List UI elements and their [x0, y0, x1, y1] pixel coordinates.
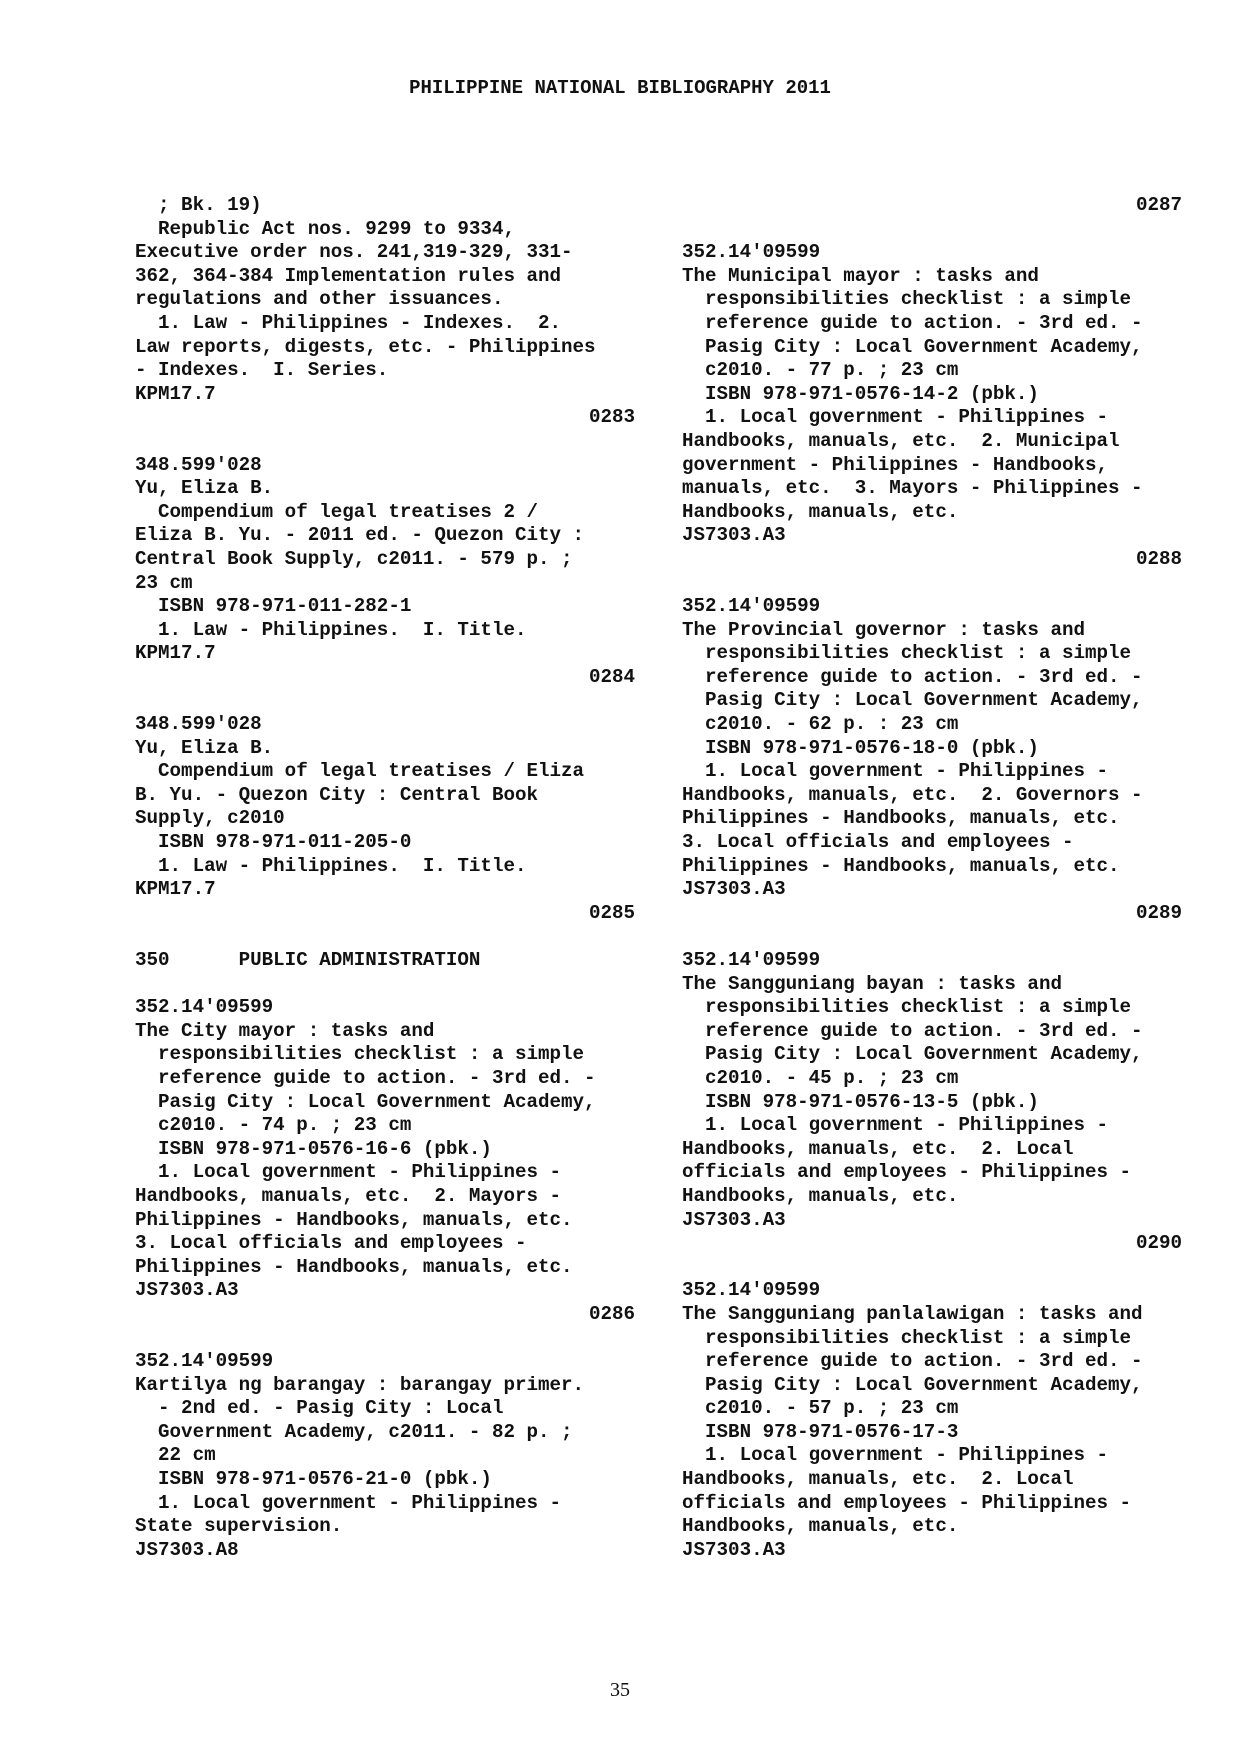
- entry-line: Philippines - Handbooks, manuals, etc.: [135, 1208, 573, 1231]
- entry-line: Compendium of legal treatises 2 /: [135, 500, 539, 523]
- entry-line: 1. Local government - Philippines -: [135, 1491, 562, 1514]
- entry-line: manuals, etc. 3. Mayors - Philippines -: [682, 477, 1143, 500]
- entry-line: Kartilya ng barangay : barangay primer.: [135, 1373, 585, 1396]
- entry-line: - 2nd ed. - Pasig City : Local: [135, 1397, 504, 1420]
- entry-line: Government Academy, c2011. - 82 p. ;: [135, 1420, 573, 1443]
- entry-line: ISBN 978-971-011-282-1: [135, 595, 412, 618]
- entry-line: responsibilities checklist : a simple: [135, 1043, 585, 1066]
- entry-line: KPM17.7: [135, 642, 216, 665]
- blank-line: [135, 1327, 635, 1351]
- entry-line: 352.14'09599: [682, 595, 821, 618]
- entry-line: Yu, Eliza B.: [135, 736, 274, 759]
- entry-line: Handbooks, manuals, etc. 2. Local: [682, 1468, 1074, 1491]
- entry-line: 352.14'09599: [135, 1350, 274, 1373]
- blank-line: [135, 689, 635, 713]
- entry-line: 352.14'09599: [682, 949, 821, 971]
- blank-line: [135, 430, 635, 454]
- entry-line: The Provincial governor : tasks and: [682, 618, 1086, 641]
- entry-line: KPM17.7: [135, 878, 216, 901]
- entry-line: B. Yu. - Quezon City : Central Book: [135, 783, 539, 806]
- blank-line: [135, 973, 635, 997]
- entry-line: 22 cm: [135, 1444, 216, 1467]
- entry-line: ISBN 978-971-0576-14-2 (pbk.): [682, 382, 1039, 405]
- entry-line: 350 PUBLIC ADMINISTRATION: [135, 949, 481, 971]
- entry-line: The Sangguniang panlalawigan : tasks and: [682, 1302, 1143, 1325]
- entry-line: c2010. - 74 p. ; 23 cm: [135, 1114, 412, 1137]
- entry-line: Eliza B. Yu. - 2011 ed. - Quezon City :: [135, 524, 585, 547]
- entry-line: c2010. - 77 p. ; 23 cm: [682, 359, 959, 382]
- entry-line: c2010. - 45 p. ; 23 cm: [682, 1066, 959, 1089]
- entry-line: Philippines - Handbooks, manuals, etc.: [682, 807, 1120, 830]
- entry-line: Central Book Supply, c2011. - 579 p. ;: [135, 547, 573, 570]
- entry-number: 0285: [588, 901, 635, 924]
- entry-line: c2010. - 57 p. ; 23 cm: [682, 1397, 959, 1420]
- entry-line: JS7303.A3: [682, 878, 786, 901]
- left-column: [135, 194, 635, 1562]
- entry-line: 1. Law - Philippines. I. Title.: [135, 854, 527, 877]
- entry-line: reference guide to action. - 3rd ed. -: [682, 1019, 1143, 1042]
- entry-line: JS7303.A3: [682, 1208, 786, 1231]
- entry-line: responsibilities checklist : a simple: [682, 1326, 1132, 1349]
- entry-line: Philippines - Handbooks, manuals, etc.: [135, 1255, 573, 1278]
- entry-line: ISBN 978-971-0576-21-0 (pbk.): [135, 1468, 492, 1491]
- entry-line: KPM17.7: [135, 382, 216, 405]
- entry-line: Handbooks, manuals, etc.: [682, 500, 959, 523]
- entry-line: 3. Local officials and employees -: [682, 831, 1074, 854]
- entry-line: JS7303.A3: [682, 1538, 786, 1561]
- entry-line: officials and employees - Philippines -: [682, 1491, 1132, 1514]
- entry-line: Handbooks, manuals, etc. 2. Municipal: [682, 429, 1120, 452]
- entry-line: ISBN 978-971-0576-16-6 (pbk.): [135, 1137, 492, 1160]
- entry-line: JS7303.A8: [135, 1538, 239, 1561]
- entry-number: 0290: [1135, 1232, 1182, 1255]
- entry-line: Supply, c2010: [135, 807, 285, 830]
- entry-number: 0289: [1135, 901, 1182, 924]
- entry-line: c2010. - 62 p. : 23 cm: [682, 713, 959, 736]
- entry-line: Pasig City : Local Government Academy,: [682, 1373, 1143, 1396]
- entry-line: 1. Local government - Philippines -: [682, 760, 1109, 783]
- entry-line: ISBN 978-971-0576-17-3: [682, 1420, 959, 1443]
- entry-line: Handbooks, manuals, etc.: [682, 1515, 959, 1538]
- entry-line: Philippines - Handbooks, manuals, etc.: [682, 854, 1120, 877]
- entry-line: 352.14'09599: [135, 996, 274, 1019]
- entry-line: Law reports, digests, etc. - Philippines: [135, 335, 596, 358]
- entry-line: Handbooks, manuals, etc. 2. Governors -: [682, 783, 1143, 806]
- entry-number: 0284: [588, 665, 635, 688]
- entry-line: 1. Local government - Philippines -: [682, 1444, 1109, 1467]
- blank-line: [682, 572, 1182, 596]
- page-number: 35: [610, 1679, 630, 1701]
- entry-line: - Indexes. I. Series.: [135, 359, 389, 382]
- blank-line: [682, 925, 1182, 949]
- entry-number: 0286: [588, 1302, 635, 1325]
- blank-line: [682, 1256, 1182, 1280]
- entry-line: responsibilities checklist : a simple: [682, 288, 1132, 311]
- entry-number: 0287: [1135, 194, 1182, 216]
- entry-line: Republic Act nos. 9299 to 9334,: [135, 217, 515, 240]
- entry-line: reference guide to action. - 3rd ed. -: [682, 665, 1143, 688]
- entry-line: Handbooks, manuals, etc.: [682, 1184, 959, 1207]
- entry-line: 362, 364-384 Implementation rules and: [135, 264, 562, 287]
- entry-line: reference guide to action. - 3rd ed. -: [682, 311, 1143, 334]
- entry-line: The City mayor : tasks and: [135, 1019, 435, 1042]
- entry-line: 23 cm: [135, 571, 193, 594]
- entry-line: JS7303.A3: [135, 1279, 239, 1302]
- blank-line: [682, 218, 1182, 242]
- entry-line: 348.599'028: [135, 713, 262, 736]
- entry-line: ISBN 978-971-0576-13-5 (pbk.): [682, 1090, 1039, 1113]
- entry-line: 1. Local government - Philippines -: [135, 1161, 562, 1184]
- entry-line: The Sangguniang bayan : tasks and: [682, 972, 1062, 995]
- entry-line: 352.14'09599: [682, 1279, 821, 1302]
- entry-line: 1. Local government - Philippines -: [682, 406, 1109, 429]
- entry-line: reference guide to action. - 3rd ed. -: [682, 1350, 1143, 1373]
- entry-line: 1. Law - Philippines. I. Title.: [135, 618, 527, 641]
- entry-line: reference guide to action. - 3rd ed. -: [135, 1066, 596, 1089]
- entry-line: Executive order nos. 241,319-329, 331-: [135, 241, 573, 264]
- entry-line: Pasig City : Local Government Academy,: [682, 1043, 1143, 1066]
- entry-line: 1. Law - Philippines - Indexes. 2.: [135, 311, 562, 334]
- entry-line: 1. Local government - Philippines -: [682, 1114, 1109, 1137]
- entry-line: ISBN 978-971-011-205-0: [135, 831, 412, 854]
- entry-line: Handbooks, manuals, etc. 2. Mayors -: [135, 1184, 562, 1207]
- blank-line: [135, 925, 635, 949]
- entry-line: Pasig City : Local Government Academy,: [135, 1090, 596, 1113]
- entry-line: 3. Local officials and employees -: [135, 1232, 527, 1255]
- entry-line: regulations and other issuances.: [135, 288, 504, 311]
- entry-line: officials and employees - Philippines -: [682, 1161, 1132, 1184]
- entry-line: The Municipal mayor : tasks and: [682, 264, 1039, 287]
- entry-line: 348.599'028: [135, 453, 262, 476]
- entry-line: responsibilities checklist : a simple: [682, 642, 1132, 665]
- entry-line: Pasig City : Local Government Academy,: [682, 335, 1143, 358]
- entry-number: 0288: [1135, 547, 1182, 570]
- entry-line: responsibilities checklist : a simple: [682, 996, 1132, 1019]
- entry-line: government - Philippines - Handbooks,: [682, 453, 1109, 476]
- entry-line: Compendium of legal treatises / Eliza: [135, 760, 585, 783]
- entry-line: State supervision.: [135, 1515, 343, 1538]
- entry-line: Handbooks, manuals, etc. 2. Local: [682, 1137, 1074, 1160]
- right-column: [682, 194, 1182, 1562]
- entry-number: 0283: [588, 406, 635, 429]
- entry-line: 352.14'09599: [682, 241, 821, 264]
- entry-line: Pasig City : Local Government Academy,: [682, 689, 1143, 712]
- entry-line: Yu, Eliza B.: [135, 477, 274, 500]
- page-header-title: PHILIPPINE NATIONAL BIBLIOGRAPHY 2011: [409, 77, 831, 99]
- entry-line: ; Bk. 19): [135, 194, 262, 216]
- entry-line: ISBN 978-971-0576-18-0 (pbk.): [682, 736, 1039, 759]
- entry-line: JS7303.A3: [682, 524, 786, 547]
